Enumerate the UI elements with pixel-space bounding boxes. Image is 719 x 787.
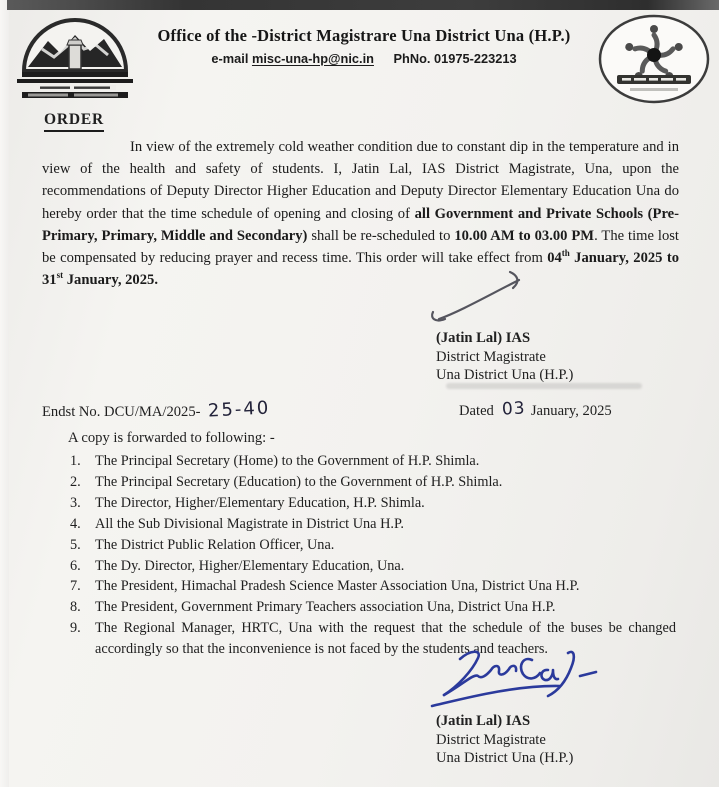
signatory-office: Una District Una (H.P.)	[436, 367, 574, 384]
paragraph-segment: In view of the extremely cold weather condition due to constant dip in the temperature and in view of the health and safety of students. I, Jatin Lal, IAS District Magistrate, Una, upon the recommendations of Deputy Director Higher Education and Deputy Director Elementary Education Una do hereby order that the time schedule of opening and closing of	[42, 139, 679, 222]
paragraph-segment: 04	[547, 250, 562, 267]
paragraph-segment: th	[561, 248, 570, 259]
dated-month-year: January, 2025	[530, 403, 612, 419]
list-number: 4.	[70, 515, 81, 532]
paragraph-segment: all Government and Private Schools (Pre-Primary, Primary, Middle and Secondary)	[42, 205, 679, 244]
list-item-text: The Regional Manager, HRTC, Una with the request that the schedule of the buses be changed accordingly so that the inconvenience is not faced by the students and teachers.	[95, 620, 676, 658]
dated-label: Dated	[459, 403, 494, 419]
list-number: 6.	[70, 557, 81, 574]
list-number: 9.	[70, 620, 81, 637]
signature-block-top	[436, 329, 573, 385]
copy-list-item	[70, 472, 676, 493]
copy-list-item	[70, 556, 676, 577]
signatory-designation: District Magistrate	[436, 731, 546, 748]
paragraph-segment: . The time lost be compensated by reducing prayer and recess time. This order will take effect from	[42, 227, 679, 267]
state-emblem-icon	[14, 9, 136, 101]
list-number: 8.	[70, 599, 81, 616]
list-item-text: The President, Himachal Pradesh Science Master Association Una, District Una H.P.	[95, 578, 580, 595]
phone-number: PhNo. 01975-223213	[393, 51, 517, 66]
list-number: 2.	[70, 473, 81, 490]
paragraph-segment: 10.00 AM to 03.00 PM	[454, 227, 595, 244]
copy-list-item	[70, 493, 676, 514]
endst-number-label: Endst No. DCU/MA/2025-	[42, 404, 201, 420]
letterhead	[138, 26, 590, 66]
dated-handwritten-day: 03	[500, 398, 526, 420]
list-number: 5.	[70, 536, 81, 553]
order-heading: ORDER	[44, 111, 104, 132]
list-number: 3.	[70, 494, 81, 511]
copy-forward-intro: A copy is forwarded to following: -	[68, 430, 275, 446]
list-item-text: The Dy. Director, Higher/Elementary Education, Una.	[95, 557, 405, 574]
list-item-text: The District Public Relation Officer, Una.	[95, 536, 335, 553]
list-item-text: The President, Government Primary Teachers association Una, District Una H.P.	[95, 599, 556, 616]
office-title: Office of the -District Magistrare Una District Una (H.P.)	[157, 26, 571, 45]
copy-list	[70, 451, 676, 660]
endst-row	[0, 395, 719, 425]
list-item-text: All the Sub Divisional Magistrate in District Una H.P.	[95, 515, 404, 532]
signatory-name: (Jatin Lal) IAS	[436, 713, 531, 729]
scan-smudge	[446, 383, 642, 389]
email-address: misc-una-hp@nic.in	[251, 51, 374, 66]
campaign-seal-icon	[596, 13, 712, 109]
copy-list-item	[70, 535, 676, 556]
list-item-text: The Principal Secretary (Home) to the Government of H.P. Shimla.	[95, 453, 480, 469]
signatory-designation: District Magistrate	[436, 348, 546, 365]
copy-list-item	[70, 451, 676, 472]
paragraph-segment: st	[56, 270, 64, 281]
handwritten-signature-icon	[428, 643, 606, 715]
contact-line	[138, 51, 590, 66]
paragraph-segment: shall be re-scheduled to	[307, 227, 455, 244]
list-item-text: The Director, Higher/Elementary Education, H.P. Shimla.	[95, 494, 425, 511]
list-number: 7.	[70, 578, 81, 595]
paragraph-segment: January, 2025 to 31	[42, 250, 679, 289]
dated-line	[459, 400, 612, 420]
signature-block-bottom	[436, 712, 573, 768]
endst-number-line	[42, 397, 274, 422]
endst-handwritten-number: 25-40	[207, 397, 271, 422]
email-label: e-mail	[211, 51, 249, 66]
page-edge-shadow	[0, 0, 9, 787]
copy-list-item	[70, 576, 676, 597]
signatory-office: Una District Una (H.P.)	[436, 750, 574, 767]
copy-list-item	[70, 514, 676, 535]
signatory-name: (Jatin Lal) IAS	[436, 330, 531, 346]
list-item-text: The Principal Secretary (Education) to the Government of H.P. Shimla.	[95, 473, 503, 490]
paragraph-segment: January, 2025.	[63, 272, 158, 289]
list-number: 1.	[70, 453, 81, 469]
pen-stroke-signature-icon	[427, 267, 542, 329]
copy-list-item	[70, 597, 676, 618]
order-paragraph	[42, 136, 679, 291]
